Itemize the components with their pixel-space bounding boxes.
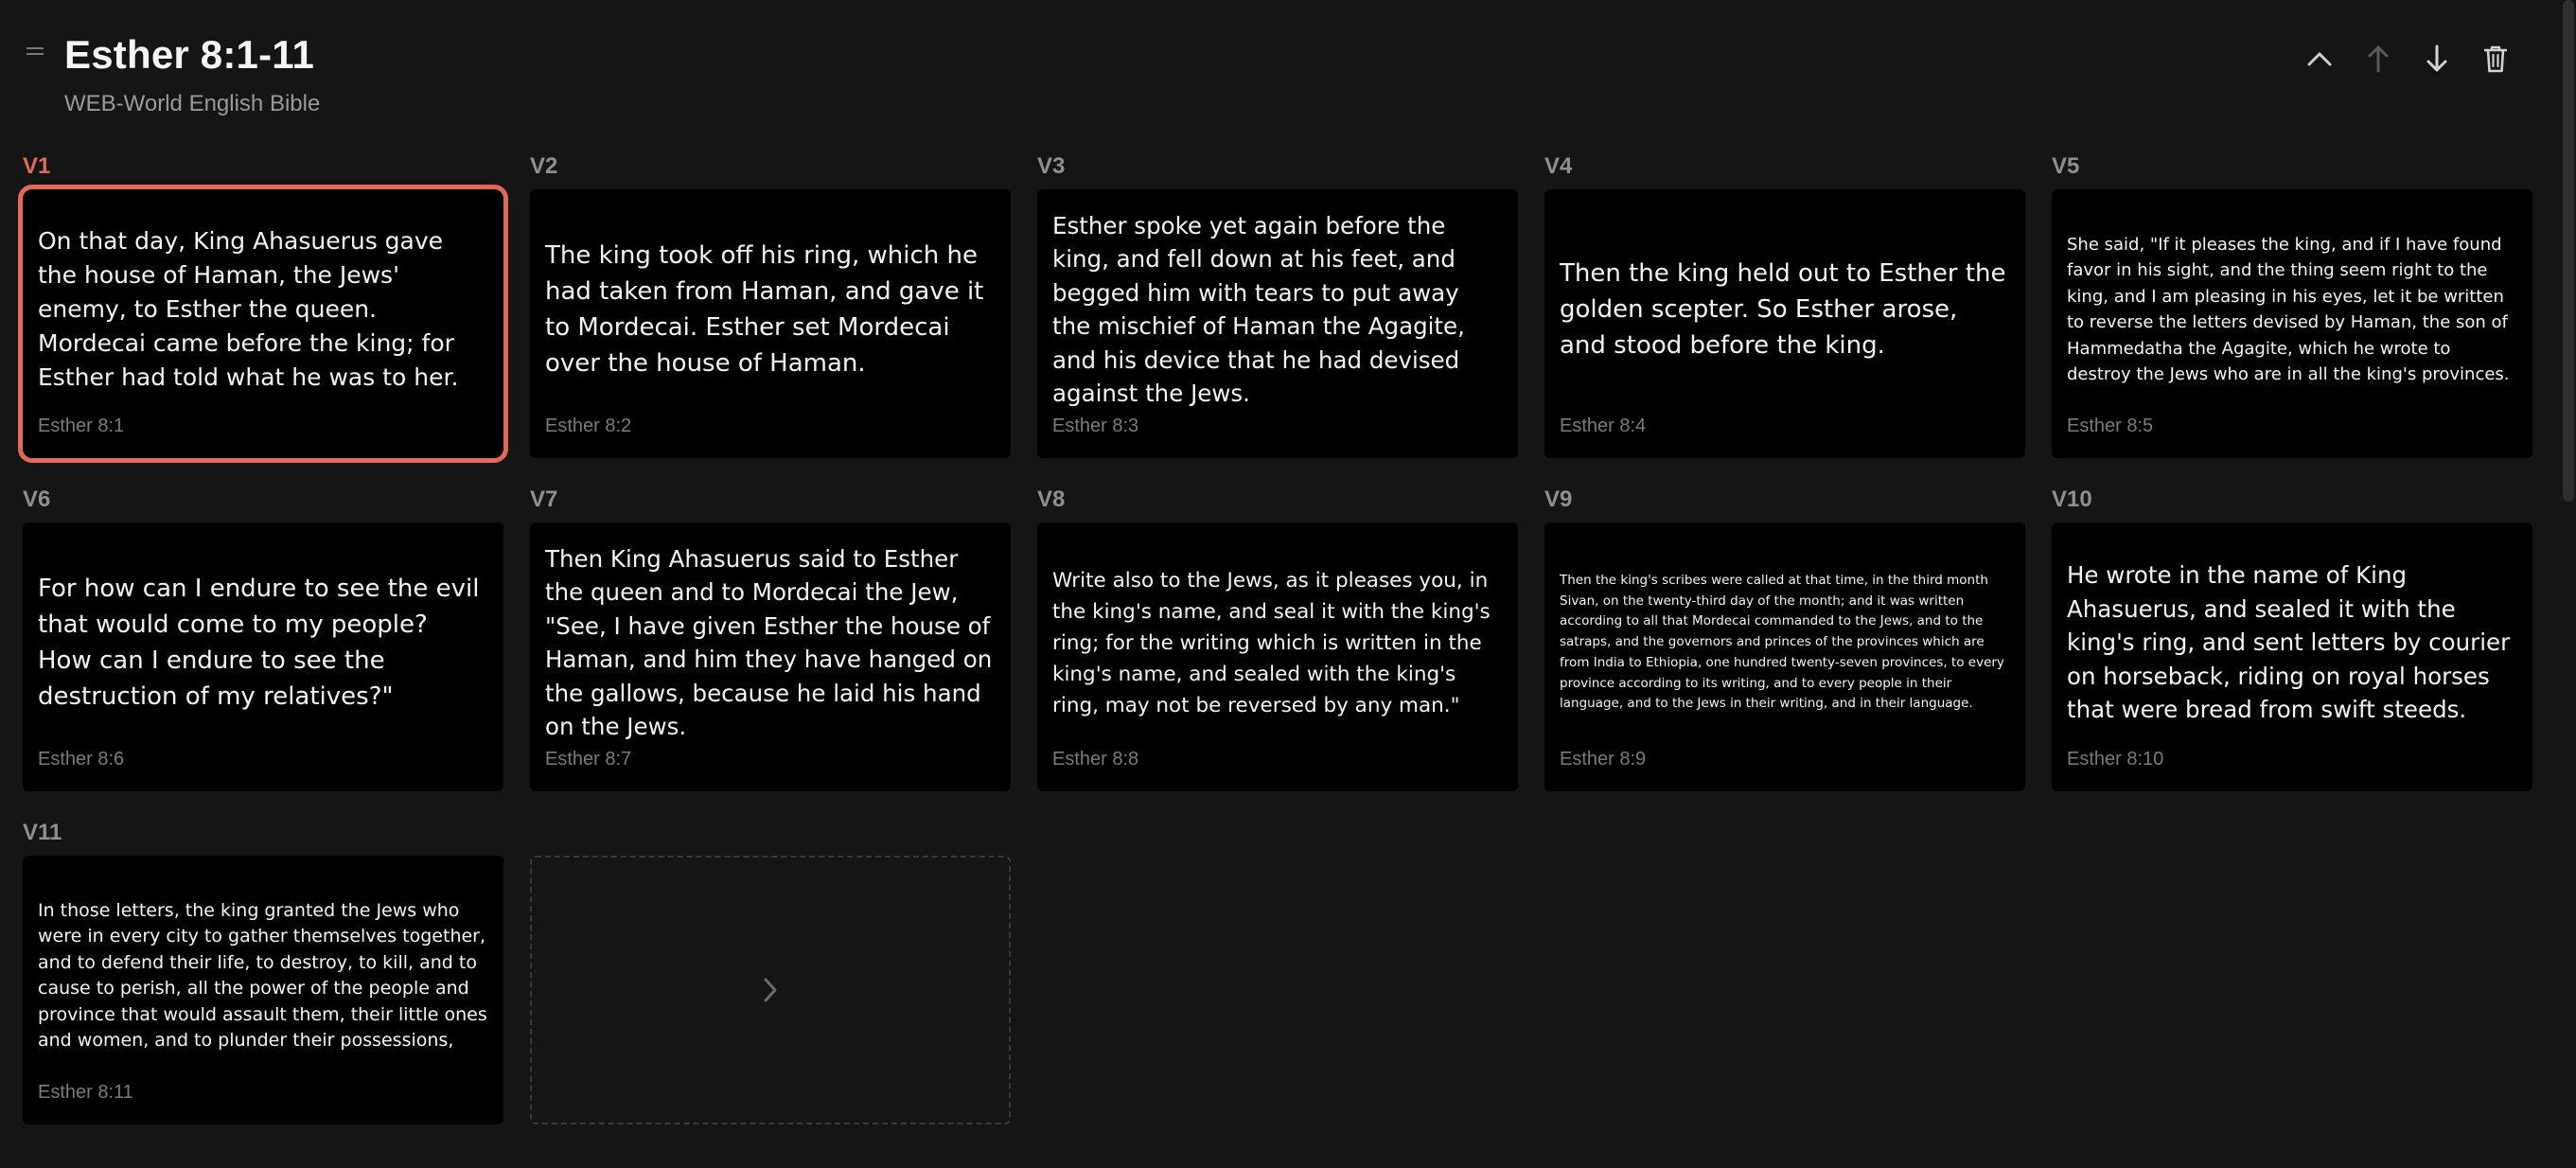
verse-card[interactable]	[23, 856, 503, 1124]
translation-label: WEB-World English Bible	[64, 91, 321, 116]
verse-reference: Esther 8:8	[1052, 749, 1139, 770]
verse-reference: Esther 8:1	[38, 416, 125, 436]
verse-reference: Esther 8:9	[1560, 749, 1647, 770]
move-up-button[interactable]	[2362, 36, 2394, 81]
verse-card[interactable]	[530, 522, 1011, 791]
verse-slide	[1037, 485, 1518, 791]
verse-reference: Esther 8:3	[1052, 416, 1139, 436]
drag-handle-icon[interactable]	[26, 45, 45, 57]
verse-label: V9	[1544, 487, 1573, 512]
verse-card[interactable]	[1037, 189, 1518, 458]
verse-text: She said, "If it pleases the king, and if I have found favor in his sight, and the thing seem right to the king, and I am pleasing in his eyes, let it be written to reverse the letters devised by Haman, the son of Hammedatha the Agagite, which he wrote to destroy the Jews who are in all the king's provinces.	[2067, 234, 2510, 384]
verse-label: V8	[1037, 487, 1066, 512]
verse-label: V5	[2052, 153, 2080, 179]
verse-reference: Esther 8:11	[38, 1082, 133, 1103]
verse-card[interactable]	[23, 522, 503, 791]
page-title: Esther 8:1-11	[64, 32, 315, 77]
verse-reference: Esther 8:6	[38, 749, 125, 770]
verse-slide	[23, 485, 503, 791]
verse-slide	[2052, 485, 2532, 791]
chevron-up-icon	[2307, 51, 2332, 66]
verse-card[interactable]	[1544, 189, 2025, 458]
verse-reference: Esther 8:5	[2067, 416, 2154, 436]
verse-label: V10	[2052, 487, 2092, 512]
verse-slide	[2052, 151, 2532, 458]
verse-text: In those letters, the king granted the Jews who were in every city to gather themselves together, and to defend their life, to destroy, to kill, and to cause to perish, all the power of the people and province that would assault them, their little ones and women, and to plunder their possessions,	[38, 899, 487, 1051]
verse-slide	[1544, 485, 2025, 791]
verse-label: V2	[530, 153, 558, 179]
verse-text: Then King Ahasuerus said to Esther the queen and to Mordecai the Jew, "See, I have given Esther the house of Haman, and him they have hanged on the gallows, because he laid his hand on the Jews.	[545, 544, 993, 740]
verse-reference: Esther 8:2	[545, 416, 632, 436]
verse-text: Then the king held out to Esther the golden scepter. So Esther arose, and stood before the king.	[1560, 259, 2006, 360]
verse-card[interactable]	[530, 189, 1011, 458]
verse-reference: Esther 8:10	[2067, 749, 2164, 770]
verse-slide	[1544, 151, 2025, 458]
verse-label: V7	[530, 487, 558, 512]
verse-slide	[530, 485, 1011, 791]
verse-card[interactable]	[1544, 522, 2025, 791]
verse-slide	[23, 818, 503, 1124]
verse-card[interactable]	[1037, 522, 1518, 791]
delete-button[interactable]	[2479, 36, 2512, 81]
arrow-up-icon	[2367, 44, 2390, 73]
verse-text: Write also to the Jews, as it pleases you, in the king's name, and seal it with the king's ring; for the writing which is written in the king's name, and sealed with the king's ring, may not be reversed by any man."	[1052, 568, 1491, 717]
verse-label: V11	[23, 820, 62, 845]
trash-icon	[2484, 44, 2507, 73]
verse-label: V4	[1544, 153, 1573, 179]
verse-reference: Esther 8:7	[545, 749, 632, 770]
arrow-down-icon	[2426, 44, 2448, 73]
scrollbar[interactable]	[2563, 0, 2574, 502]
toolbar	[2303, 36, 2512, 81]
verse-label: V1	[23, 153, 51, 179]
add-next-verse-button[interactable]	[530, 856, 1011, 1124]
move-down-button[interactable]	[2421, 36, 2453, 81]
verse-card[interactable]	[2052, 189, 2532, 458]
verse-reference: Esther 8:4	[1560, 416, 1647, 436]
verse-card[interactable]	[2052, 522, 2532, 791]
verse-label: V6	[23, 487, 51, 512]
verse-label: V3	[1037, 153, 1066, 179]
verse-slide	[1037, 151, 1518, 458]
verse-slide	[23, 151, 503, 458]
verse-text: The king took off his ring, which he had taken from Haman, and gave it to Mordecai. Esther set Mordecai over the house of Haman.	[545, 241, 984, 378]
verse-text: On that day, King Ahasuerus gave the house of Haman, the Jews' enemy, to Esther the queen. Mordecai came before the king; for Esther had told what he was to her.	[38, 227, 459, 391]
verse-text: Then the king's scribes were called at that time, in the third month Sivan, on the twenty-third day of the month; and it was written according to all that Mordecai commanded to the Jews, and to the satraps, and the governors and princes of the provinces which are from India to Ethiopia, one hundred twenty-seven provinces, to every province according to its writing, and to every people in their language, and to the Jews in their writing, and in their language.	[1560, 572, 2004, 712]
verse-card[interactable]	[23, 189, 503, 458]
verse-text: Esther spoke yet again before the king, and fell down at his feet, and begged him with tears to put away the mischief of Haman the Agagite, and his device that he had devised against the Jews.	[1052, 211, 1465, 407]
verse-text: For how can I endure to see the evil that would come to my people? How can I endure to see the destruction of my relatives?"	[38, 575, 480, 711]
verse-text: He wrote in the name of King Ahasuerus, and sealed it with the king's ring, and sent letters by courier on horseback, riding on royal horses that were bread from swift steeds.	[2067, 561, 2511, 724]
chevron-right-icon	[762, 977, 779, 1003]
verse-slide	[530, 151, 1011, 458]
collapse-button[interactable]	[2303, 36, 2336, 81]
